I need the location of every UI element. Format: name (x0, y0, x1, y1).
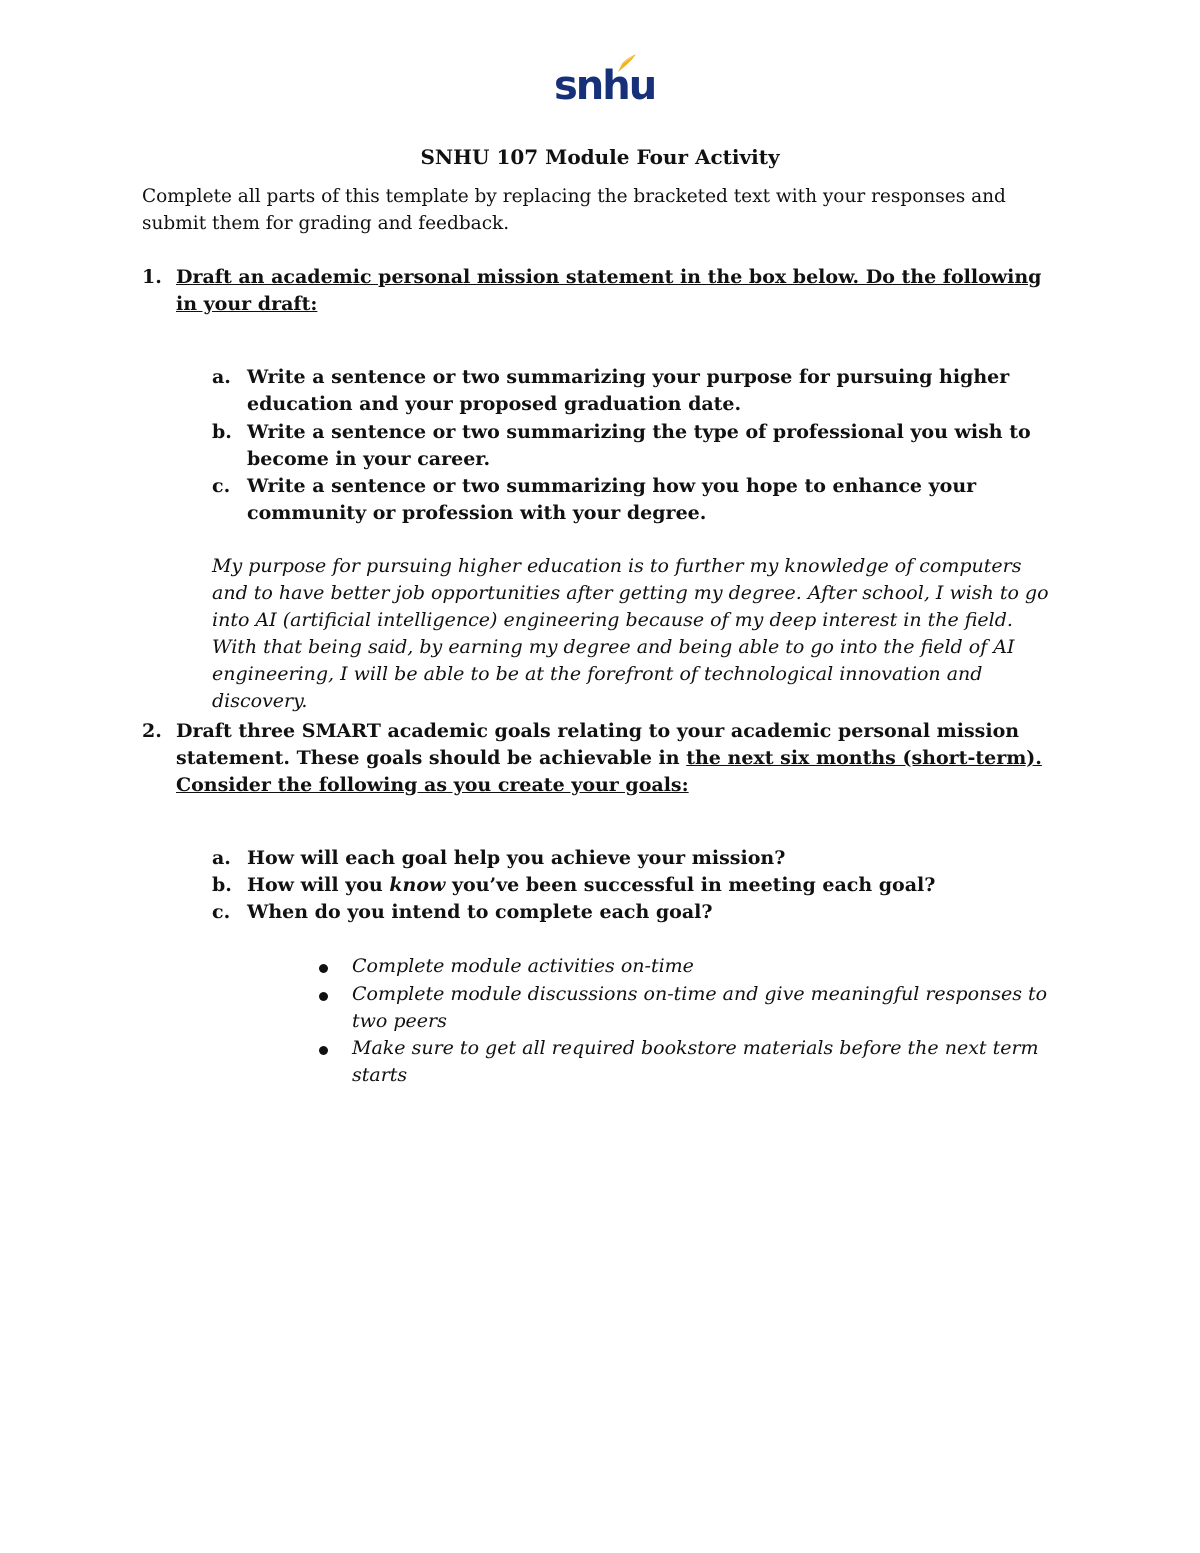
item-label: a. (212, 366, 231, 388)
goal-text: Make sure to get all required bookstore materials before the next term starts (352, 1037, 1039, 1086)
goal-item-3 (318, 1035, 1058, 1089)
logo-wordmark: snhu (554, 63, 656, 109)
item-text-after: you’ve been successful in meeting each goal? (445, 874, 936, 896)
item-text: Write a sentence or two summarizing your purpose for pursuing higher education and your proposed graduation date. (247, 366, 1010, 415)
question-2 (142, 718, 1062, 799)
item-text: Write a sentence or two summarizing the type of professional you wish to become in your career. (247, 421, 1031, 470)
question-1-item-c (212, 473, 1062, 527)
goal-text: Complete module activities on-time (352, 955, 694, 977)
question-text (176, 718, 1062, 799)
question-1-item-a (212, 364, 1062, 418)
bullet-icon (319, 964, 328, 973)
goal-item-1 (318, 953, 1058, 980)
goal-text: Complete module discussions on-time and give meaningful responses to two peers (352, 983, 1048, 1032)
question-2-item-c (212, 899, 1062, 926)
question-text-plain: Draft three SMART academic goals relating to your academic personal mission statement. These goals should be achievable in (176, 720, 1020, 769)
question-number: 1. (142, 266, 162, 288)
question-1-item-b (212, 419, 1062, 473)
item-label: c. (212, 901, 231, 923)
item-label: b. (212, 874, 232, 896)
question-2-item-a (212, 845, 1062, 872)
mission-statement-answer: My purpose for pursuing higher education is to further my knowledge of computers and to have better job opportunities after getting my degree. After school, I wish to go into AI (artificial intelligence) engineering because of my deep interest in the field. With that being said, by earning my degree and being able to go into the field of AI engineering, I will be able to be at the forefront of technological innovation and discovery. (212, 555, 1049, 712)
goal-item-2 (318, 981, 1058, 1035)
item-text-emphasis: know (389, 874, 446, 896)
question-text-underlined: the next six months (short-term). Consider the following as you create your goals: (176, 747, 1042, 796)
question-text: Draft an academic personal mission statement in the box below. Do the following in your draft: (176, 266, 1042, 315)
item-text-before: How will you (247, 874, 390, 896)
bullet-icon (319, 1046, 328, 1055)
item-label: c. (212, 475, 231, 497)
item-text: Write a sentence or two summarizing how you hope to enhance your community or profession with your degree. (247, 475, 977, 524)
snhu-logo (554, 50, 656, 112)
item-text: How will each goal help you achieve your mission? (247, 847, 786, 869)
question-number: 2. (142, 720, 162, 742)
item-label: b. (212, 421, 232, 443)
item-text: When do you intend to complete each goal? (247, 901, 713, 923)
question-2-item-b (212, 872, 1062, 899)
question-1 (142, 264, 1062, 318)
bullet-icon (319, 992, 328, 1001)
item-text (247, 872, 1062, 899)
flame-icon (616, 52, 638, 74)
item-label: a. (212, 847, 231, 869)
page-title: SNHU 107 Module Four Activity (420, 145, 780, 169)
intro-paragraph: Complete all parts of this template by replacing the bracketed text with your responses and submit them for grading and feedback. (142, 186, 1006, 234)
